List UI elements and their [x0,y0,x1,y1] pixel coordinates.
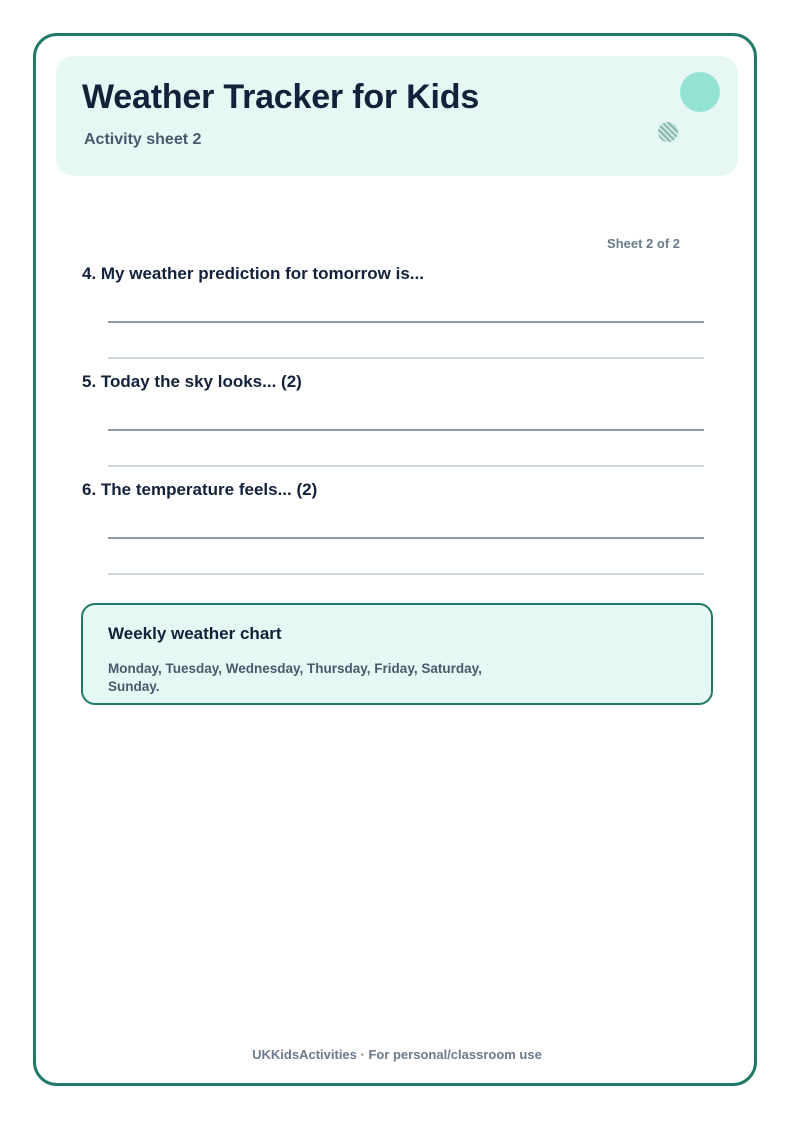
answer-line[interactable] [108,465,704,467]
page-title: Weather Tracker for Kids [82,78,480,116]
answer-line[interactable] [108,573,704,575]
footer-text: UKKidsActivities · For personal/classroom use [252,1047,542,1062]
decorative-circle-small [658,122,678,142]
answer-line[interactable] [108,537,704,539]
question-6: 6. The temperature feels... (2) [82,480,318,499]
decorative-circle-large [680,72,720,112]
answer-line[interactable] [108,357,704,359]
weekly-chart-days: Monday, Tuesday, Wednesday, Thursday, Friday, Saturday, Sunday. [108,661,482,694]
weekly-chart-title: Weekly weather chart [108,624,282,643]
question-5: 5. Today the sky looks... (2) [82,372,302,391]
page-frame [33,33,757,1086]
answer-line[interactable] [108,429,704,431]
page-subtitle: Activity sheet 2 [84,131,202,148]
sheet-number: Sheet 2 of 2 [607,236,680,251]
answer-line[interactable] [108,321,704,323]
question-4: 4. My weather prediction for tomorrow is... [82,264,424,283]
